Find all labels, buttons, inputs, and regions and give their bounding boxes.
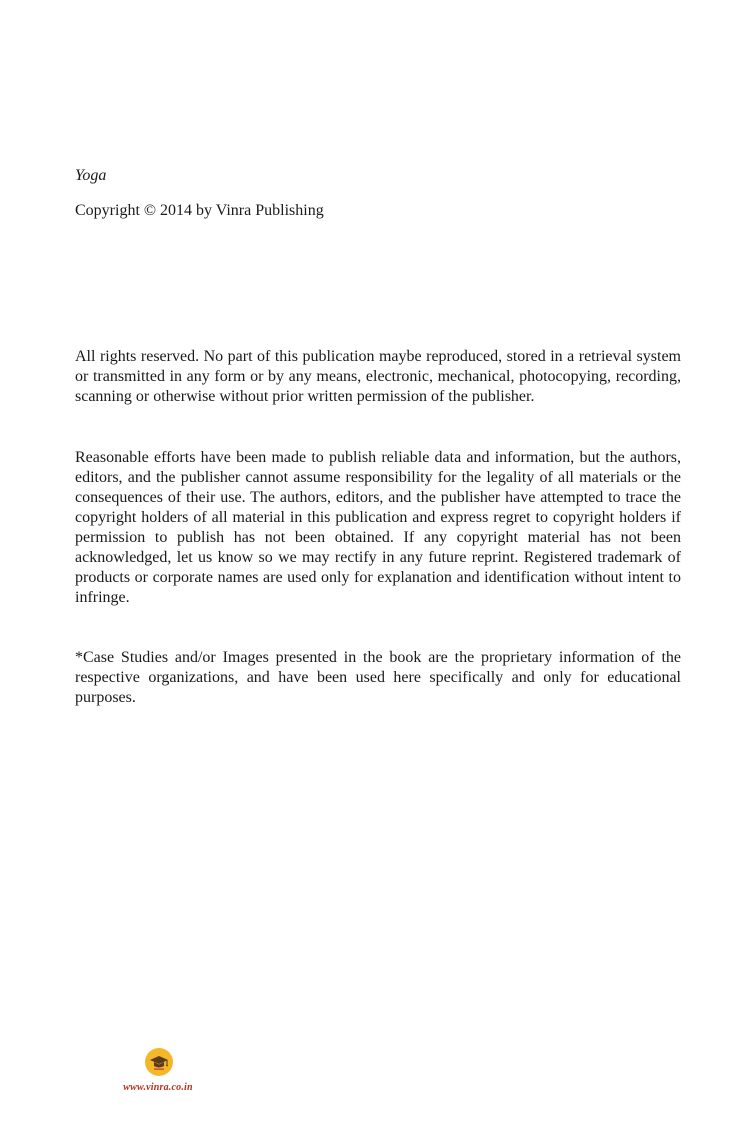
copyright-line: Copyright © 2014 by Vinra Publishing: [75, 202, 324, 219]
disclaimer-paragraph: Reasonable efforts have been made to publish reliable data and information, but the authors, editors, and the publisher cannot assume responsibility for the legality of all materials or the consequences of their use. The authors, editors, and the publisher have attempted to trace the copyright holders of all material in this publication and express regret to copyright holders if permission to publish has not been obtained. If any copyright material has not been acknowledged, let us know so we may rectify in any future reprint. Registered trademark of products or corporate names are used only for explanation and identification without intent to infringe.: [75, 449, 681, 606]
graduation-cap-logo-icon: [145, 1048, 173, 1076]
book-title: Yoga: [75, 167, 107, 184]
case-studies-paragraph: *Case Studies and/or Images presented in the book are the proprietary information of the respective organizations, and have been used here specifically and only for educational purposes.: [75, 649, 681, 706]
rights-reserved-paragraph: All rights reserved. No part of this publication maybe reproduced, stored in a retrieval system or transmitted in any form or by any means, electronic, mechanical, photocopying, recording, scanning or otherwise without prior written permission of the publisher.: [75, 348, 681, 405]
publisher-logo: [120, 1046, 196, 1096]
publisher-url: www.vinra.co.in: [123, 1082, 193, 1093]
